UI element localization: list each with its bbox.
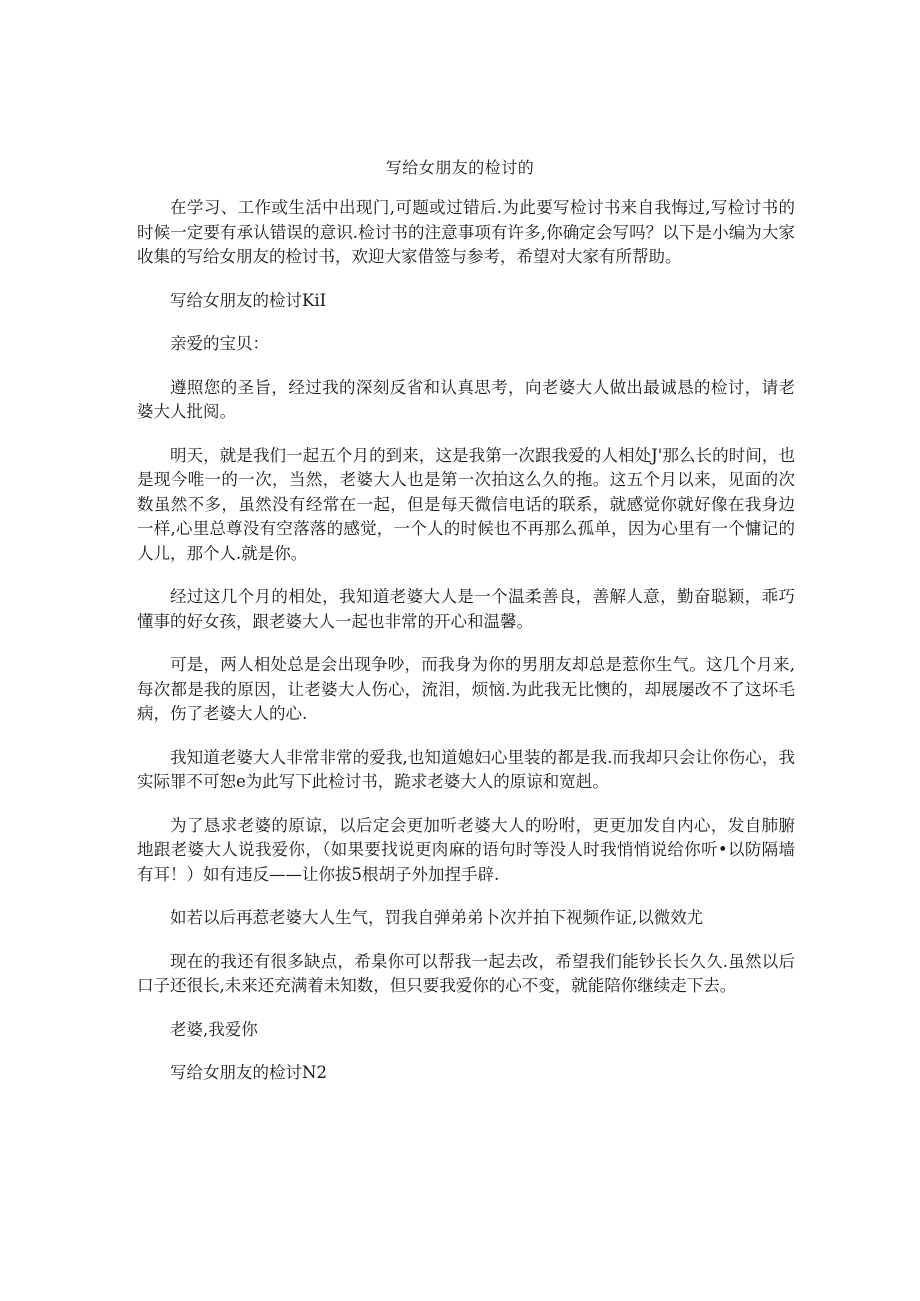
body-paragraph-5: 我知道老婆大人非常非常的爱我,也知道媳妇心里装的都是我.而我却只会让你伤心，我实际罪不可恕e为此写下此检讨书，跪求老婆大人的原谅和宽赳。 [137, 747, 795, 791]
document-title: 写给女朋友的检讨的 [385, 158, 535, 177]
closing-line: 老婆,我爱你 [170, 1019, 258, 1039]
section-heading-2: 写给女朋友的检讨N2 [170, 1063, 327, 1082]
body-paragraph-4: 可是，两人相处总是会出现争吵，而我身为你的男朋友却总是惹你生气。这几个月来,每次都是我的原因，让老婆大人伤心，流泪，烦恼.为此我无比懊的，却展屡改不了这坏毛病，伤了老婆大人的心. [137, 655, 795, 723]
body-paragraph-3: 经过这几个月的相处，我知道老婆大人是一个温柔善良，善解人意，勤奋聪颖，乖巧懂事的好女孩，跟老婆大人一起也非常的开心和温馨。 [137, 587, 795, 631]
intro-paragraph: 在学习、工作或生活中出现门,可题或过错后.为此要写检讨书来自我悔过,写检讨书的时候一定要有承认错误的意识.检讨书的注意事项有许多,你确定会写吗？以下是小编为大家收集的写给女朋友的检讨书，欢迎大家借签与参考，希望对大家有所帮助。 [137, 198, 795, 266]
body-paragraph-7: 如若以后再惹老婆大人生气，罚我自弹弟弟卜次并拍下视频作证,以微效尤 [170, 908, 704, 927]
body-paragraph-6: 为了恳求老婆的原谅，以后定会更加听老婆大人的吩咐，更更加发自内心，发自肺腑地跟老婆大人说我爱你，（如果要找说更肉麻的语句时等没人时我悄悄说给你听•以防隔墙有耳！）如有违反——让你拔5根胡子外加捏手辟. [137, 815, 795, 884]
body-paragraph-2: 明天，就是我们一起五个月的到来，这是我第一次跟我爱的人相处J'那么长的时间，也是现今唯一的一次，当然，老婆大人也是第一次拍这么久的拖。这五个月以来，见面的次数虽然不多，虽然没有经常在一起，但是每天微信电话的联系，就感觉你就好像在我身边一样,心里总尊没有空落落的感觉，一个人的时候也不再那么孤单，因为心里有一个慵记的人儿，那个人.就是你。 [137, 445, 795, 563]
section-heading-1: 写给女朋友的检讨KiI [170, 290, 327, 310]
body-paragraph-8: 现在的我还有很多缺点，希臬你可以帮我一起去改，希望我们能钞长长久久.虽然以后口子还很长,未来还充满着未知数，但只要我爱你的心不变，就能陪你继续走下去。 [137, 951, 795, 995]
body-paragraph-1: 遵照您的圣旨，经过我的深刻反省和认真思考，向老婆大人做出最诚恳的检讨，请老婆大人批阅。 [137, 377, 795, 421]
document-body [137, 196, 795, 1105]
salutation: 亲爱的宝贝： [170, 334, 269, 353]
